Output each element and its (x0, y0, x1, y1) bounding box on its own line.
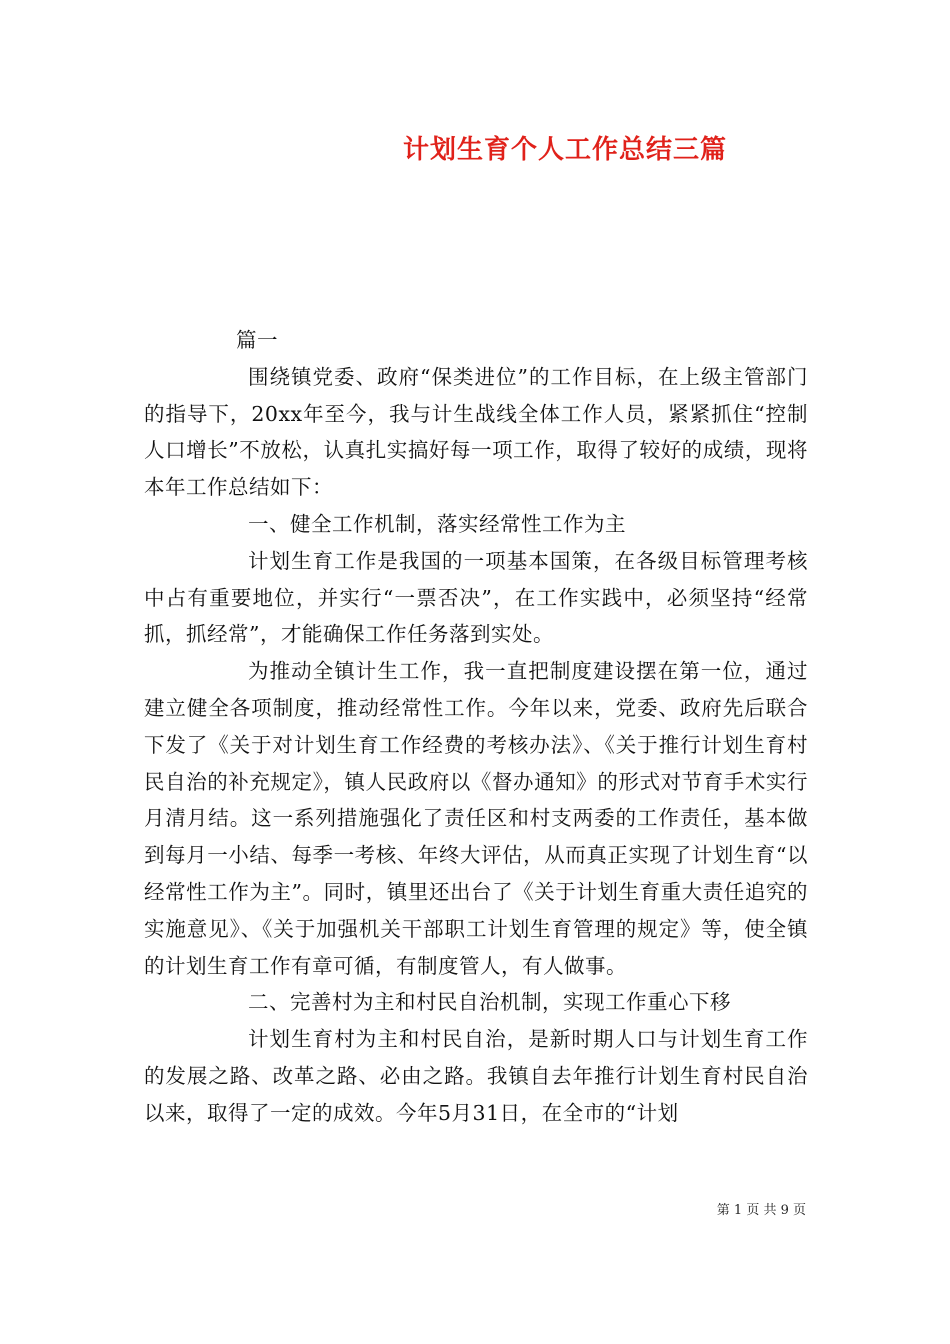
paragraph: 为推动全镇计生工作，我一直把制度建设摆在第一位，通过建立健全各项制度，推动经常性工作。今年以来，党委、政府先后联合下发了《关于对计划生育工作经费的考核办法》、《关于推行计划生育村民自治的补充规定》，镇人民政府以《督办通知》的形式对节育手术实行月清月结。这一系列措施强化了责任区和村支两委的工作责任，基本做到每月一小结、每季一考核、年终大评估，从而真正实现了计划生育“以经常性工作为主”。同时，镇里还出台了《关于计划生育重大责任追究的实施意见》、《关于加强机关干部职工计划生育管理的规定》等，使全镇的计划生育工作有章可循，有制度管人，有人做事。 (144, 659, 808, 978)
document-body (144, 322, 808, 1132)
document-title: 计划生育个人工作总结三篇 (402, 135, 727, 165)
section-label: 篇一 (236, 328, 278, 352)
page-number: 第 1 页 共 9 页 (716, 1203, 806, 1218)
paragraph: 计划生育工作是我国的一项基本国策，在各级目标管理考核中占有重要地位，并实行“一票否决”，在工作实践中，必须坚持“经常抓，抓经常”，才能确保工作任务落到实处。 (144, 548, 808, 647)
paragraph: 计划生育村为主和村民自治，是新时期人口与计划生育工作的发展之路、改革之路、必由之路。我镇自去年推行计划生育村民自治以来，取得了一定的成效。今年5月31日，在全市的“计划 (144, 1027, 808, 1125)
paragraph: 围绕镇党委、政府“保类进位”的工作目标，在上级主管部门的指导下，20xx年至今，我与计生战线全体工作人员，紧紧抓住“控制人口增长”不放松，认真扎实搞好每一项工作，取得了较好的成绩，现将本年工作总结如下： (144, 364, 808, 500)
section-heading: 一、健全工作机制，落实经常性工作为主 (248, 511, 626, 536)
section-heading: 二、完善村为主和村民自治机制，实现工作重心下移 (248, 990, 731, 1015)
